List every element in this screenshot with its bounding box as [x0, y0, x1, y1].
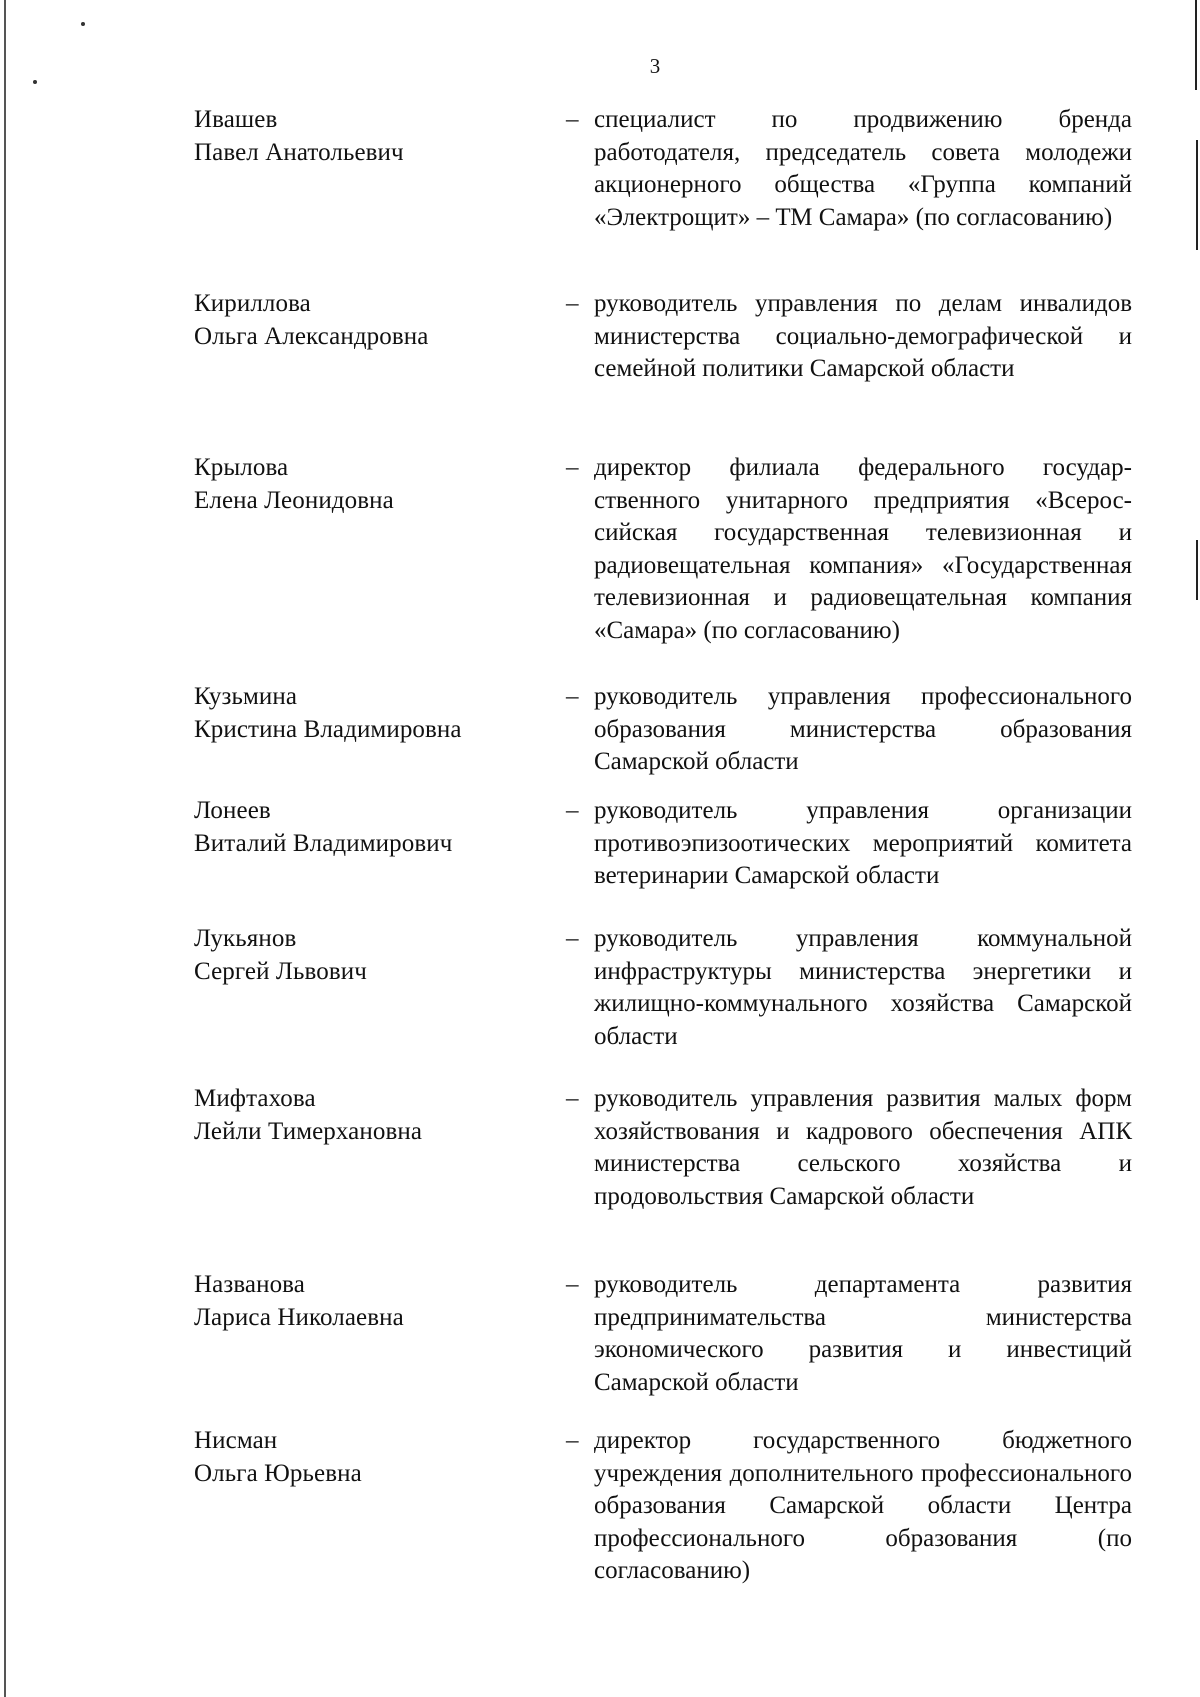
position-description: руководитель управления организации противоэпизоотических мероприятий комитета ветеринарии Самарской области [594, 797, 1132, 889]
surname: Ивашев [194, 106, 278, 133]
scan-left-border [4, 0, 6, 1697]
dash: – [566, 1271, 579, 1298]
dash: – [566, 1085, 579, 1112]
person-name [194, 795, 524, 860]
person-name [194, 923, 524, 988]
scan-right-mark [1196, 540, 1198, 600]
given-name: Елена Леонидовна [194, 486, 394, 514]
given-name: Виталий Владимирович [194, 829, 453, 857]
person-name [194, 681, 524, 746]
person-name [194, 1083, 524, 1148]
position-description: специалист по продвижению бренда работодателя, председатель совета молодежи акционерного общества «Группа компаний «Электрощит» – ТМ Самара» (по согласованию) [594, 106, 1132, 231]
scan-speck [33, 80, 37, 84]
surname: Кириллова [194, 290, 311, 317]
person-name [194, 1269, 524, 1334]
surname: Лонеев [194, 797, 271, 824]
scan-right-mark [1196, 140, 1198, 250]
scan-speck [81, 22, 85, 26]
surname: Мифтахова [194, 1085, 316, 1112]
surname: Нисман [194, 1427, 278, 1454]
page-number: 3 [649, 54, 661, 78]
position-description: руководитель департамента развития предпринимательства министерства экономического развития и инвестиций Самарской области [594, 1271, 1132, 1396]
dash: – [566, 1427, 579, 1454]
position-description: руководитель управления профессионального образования министерства образования Самарской области [594, 683, 1132, 775]
position-description: руководитель управления коммунальной инфраструктуры министерства энергетики и жилищно-коммунального хозяйства Самарской области [594, 925, 1132, 1050]
dash: – [566, 925, 579, 952]
given-name: Ольга Юрьевна [194, 1459, 362, 1487]
dash: – [566, 454, 579, 481]
given-name: Павел Анатольевич [194, 138, 404, 166]
position-description: руководитель управления развития малых форм хозяйствования и кадрового обеспечения АПК министерства сельского хозяйства и продовольствия Самарской области [594, 1085, 1132, 1210]
dash: – [566, 106, 579, 133]
surname: Лукьянов [194, 925, 297, 952]
position-description: руководитель управления по делам инвалидов министерства социально-демографической и семейной политики Самарской области [594, 290, 1132, 382]
given-name: Лариса Николаевна [194, 1303, 404, 1331]
dash: – [566, 683, 579, 710]
surname: Кузьмина [194, 683, 298, 710]
person-name [194, 104, 524, 169]
surname: Названова [194, 1271, 305, 1298]
dash: – [566, 290, 579, 317]
surname: Крылова [194, 454, 289, 481]
given-name: Ольга Александровна [194, 322, 429, 350]
given-name: Сергей Львович [194, 957, 367, 985]
position-description: директор государственного бюджетного учреждения дополнительного профессионального образования Самарской области Центра профессионального образования (по согласованию) [594, 1427, 1132, 1584]
person-name [194, 452, 524, 517]
given-name: Лейли Тимерхановна [194, 1117, 423, 1145]
person-name [194, 288, 524, 353]
dash: – [566, 797, 579, 824]
given-name: Кристина Владимировна [194, 715, 462, 743]
position-description: директор филиала федерального государственного унитарного предприятия «Всероссийская государственная телевизионная и радиовещательная компания» «Государственная телевизионная и радиовещательная компания «Самара» (по согласованию) [594, 454, 1132, 644]
scan-right-mark [1195, 0, 1197, 90]
person-name [194, 1425, 524, 1490]
